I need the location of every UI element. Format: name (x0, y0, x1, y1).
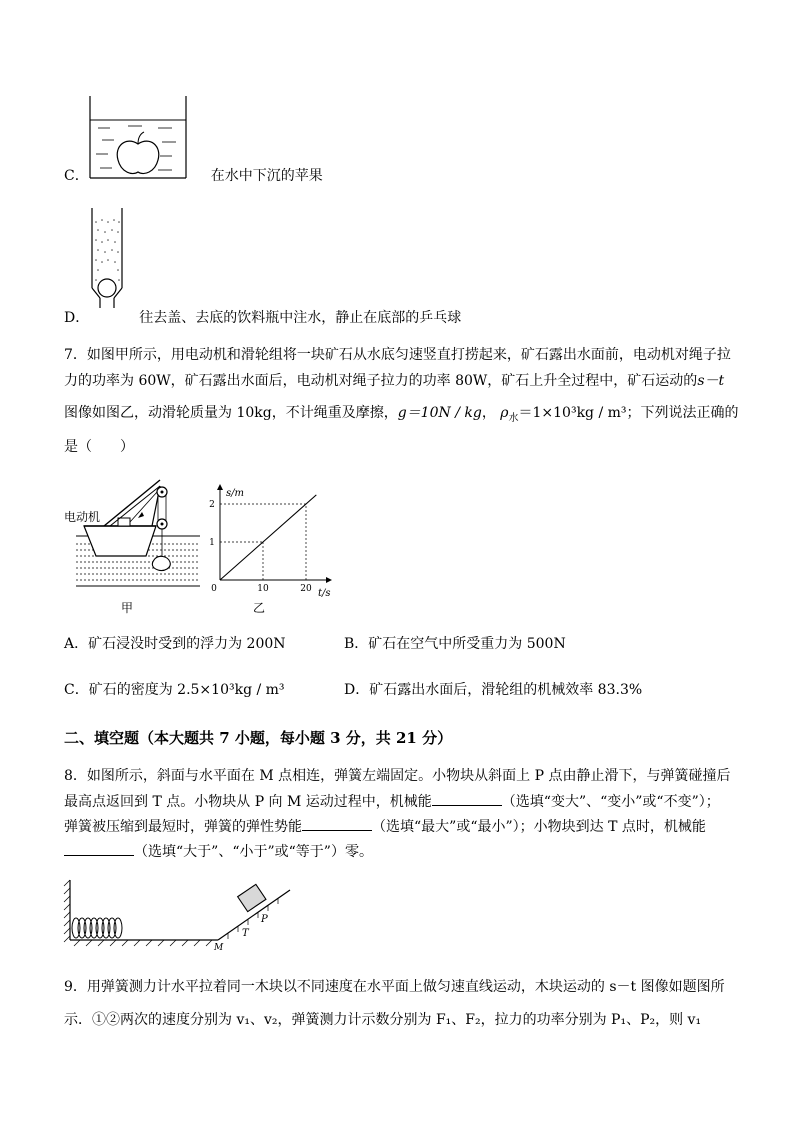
q7-option-c[interactable]: C．矿石的密度为 2.5×10³kg / m³ (64, 682, 285, 698)
motor-label: 电动机 (64, 510, 101, 524)
q8-line2-a: 最高点返回到 T 点。小物块从 P 向 M 运动过程中，机械能 (64, 794, 432, 810)
figure-yi-st-chart (206, 484, 336, 599)
x-tick-label: 0 (211, 584, 217, 594)
q7-g-value: g＝10N / kg (397, 405, 482, 421)
figure-jia-pulley (64, 474, 200, 614)
q9-line1: 9．用弹簧测力计水平拉着同一木块以不同速度在水平面上做匀速直线运动，木块运动的 s－t 图像如题图所 (64, 979, 725, 995)
x-axis-arrow (326, 577, 332, 583)
q8-line3 (64, 816, 706, 837)
q7-line2-text: 力的功率为 60W，矿石露出水面后，电动机对绳子拉力的功率 80W，矿石上升全过程中，矿石运动的 (64, 373, 698, 389)
q8-blank-3[interactable] (64, 841, 134, 856)
bottle-pingpong-figure (88, 208, 130, 316)
q7-option-b[interactable]: B．矿石在空气中所受重力为 500N (344, 636, 566, 652)
series-line (220, 495, 316, 580)
q7-rho: ρ (500, 405, 509, 421)
option-c-label: C． (64, 168, 89, 184)
q8-line3-b: （选填“最大”或“最小”）；小物块到达 T 点时，机械能 (372, 819, 706, 835)
q7-line2-var: s－t (697, 373, 725, 389)
q7-sep: ， (481, 405, 496, 421)
q7-rho-value: ＝1×10³kg / m³ (518, 405, 627, 421)
figure-yi-caption: 乙 (253, 601, 266, 615)
option-c-text: 在水中下沉的苹果 (210, 168, 323, 184)
q7-line2 (64, 371, 724, 391)
q8-line3-a: 弹簧被压缩到最短时，弹簧的弹性势能 (64, 819, 302, 835)
q8-label-m: M (214, 943, 224, 953)
q7-line3-a: 图像如图乙，动滑轮质量为 10kg，不计绳重及摩擦， (64, 405, 398, 421)
q8-label-p: P (261, 914, 268, 925)
q9-line2: 示．①②两次的速度分别为 v₁、v₂，弹簧测力计示数分别为 F₁、F₂，拉力的功率分别为 P₁、P₂，则 v₁ (64, 1012, 702, 1028)
q7-option-d[interactable]: D．矿石露出水面后，滑轮组的机械效率 83.3% (344, 682, 643, 698)
option-d-text: 往去盖、去底的饮料瓶中注水，静止在底部的乒乓球 (139, 310, 462, 326)
q7-line1: 7．如图甲所示，用电动机和滑轮组将一块矿石从水底匀速竖直打捞起来，矿石露出水面前，电动机对绳子拉 (64, 347, 731, 363)
y-axis-arrow (217, 484, 223, 490)
x-tick-label: 20 (300, 584, 312, 594)
q8-line2-b: （选填“变大”、“变小”或“不变”）； (501, 794, 720, 810)
q8-label-t: T (242, 928, 249, 939)
q8-blank-2[interactable] (302, 816, 372, 831)
q7-line3-b: ；下列说法正确的 (626, 405, 739, 421)
q7-rho-sub: 水 (508, 412, 519, 424)
q8-line4-text: （选填“大于”、“小于”或“等于”）零。 (134, 844, 373, 860)
q8-line1: 8．如图所示，斜面与水平面在 M 点相连，弹簧左端固定。小物块从斜面上 P 点由静止滑下，与弹簧碰撞后 (64, 768, 731, 784)
q8-blank-1[interactable] (432, 791, 502, 806)
y-tick-label: 2 (209, 500, 215, 510)
q8-line2 (64, 791, 720, 812)
option-d-label: D． (64, 310, 90, 326)
y-tick-label: 1 (209, 538, 215, 548)
q8-line4 (64, 841, 373, 862)
y-axis-label: s/m (226, 488, 244, 499)
option-c-apple (64, 166, 323, 186)
figure-jia-caption: 甲 (121, 601, 134, 615)
section-2-heading: 二、填空题（本大题共 7 小题，每小题 3 分，共 21 分） (64, 729, 453, 747)
q7-line4: 是（ ） (64, 439, 134, 455)
x-axis-label: t/s (318, 588, 331, 599)
q8-spring-ramp-figure (64, 876, 294, 962)
q7-option-a[interactable]: A．矿石浸没时受到的浮力为 200N (64, 636, 286, 652)
option-d-pingpong (64, 308, 461, 328)
x-tick-label: 10 (257, 584, 269, 594)
q7-line3 (64, 403, 739, 429)
